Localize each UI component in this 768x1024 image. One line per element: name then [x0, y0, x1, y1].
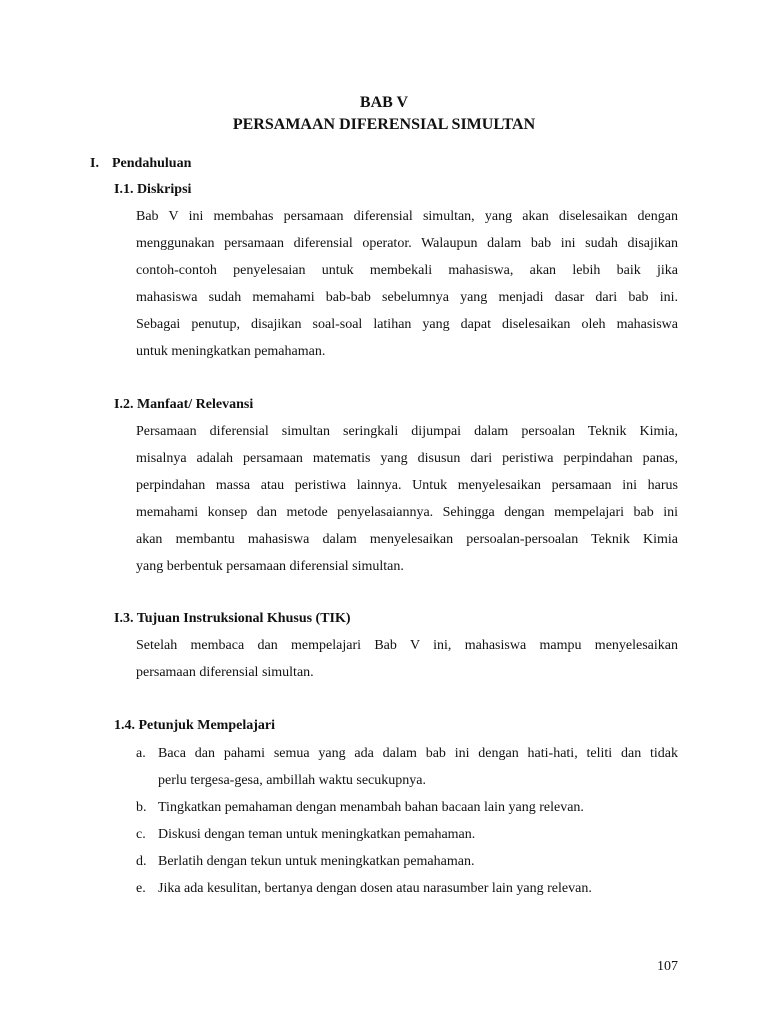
paragraph-tik [136, 632, 678, 686]
list-marker: c. [136, 827, 146, 842]
text-line: menggunakan persamaan diferensial operator. Walaupun dalam bab ini sudah disajikan [136, 236, 678, 251]
subsection-heading-diskripsi: I.1. Diskripsi [114, 182, 192, 197]
text-line: Bab V ini membahas persamaan diferensial simultan, yang akan diselesaikan dengan [136, 209, 678, 224]
text-line: akan membantu mahasiswa dalam menyelesaikan persoalan-persoalan Teknik Kimia [136, 532, 678, 547]
text-line: memahami konsep dan metode penyelasaiannya. Sehingga dengan mempelajari bab ini [136, 505, 678, 520]
text-line: persamaan diferensial simultan. [136, 665, 314, 680]
page-number: 107 [657, 959, 678, 974]
list-marker: b. [136, 800, 147, 815]
subsection-heading-tik: I.3. Tujuan Instruksional Khusus (TIK) [114, 611, 351, 626]
text-line: untuk meningkatkan pemahaman. [136, 344, 326, 359]
text-line: Setelah membaca dan mempelajari Bab V ini, mahasiswa mampu menyelesaikan [136, 638, 678, 653]
list-item [136, 794, 678, 821]
paragraph-diskripsi [136, 203, 678, 365]
list-item [136, 875, 678, 902]
text-line: contoh-contoh penyelesaian untuk membekali mahasiswa, akan lebih baik jika [136, 263, 678, 278]
text-line: perpindahan massa atau peristiwa lainnya. Untuk menyelesaikan persamaan ini harus [136, 478, 678, 493]
section-label: Pendahuluan [112, 156, 192, 171]
section-number: I. [90, 156, 99, 171]
list-item [136, 821, 678, 848]
text-line: Jika ada kesulitan, bertanya dengan dosen atau narasumber lain yang relevan. [158, 881, 592, 896]
text-line: misalnya adalah persamaan matematis yang disusun dari peristiwa perpindahan panas, [136, 451, 678, 466]
instruction-list [136, 740, 678, 902]
text-line: Baca dan pahami semua yang ada dalam bab ini dengan hati-hati, teliti dan tidak [158, 746, 678, 761]
text-line: Sebagai penutup, disajikan soal-soal latihan yang dapat diselesaikan oleh mahasiswa [136, 317, 678, 332]
section-heading-pendahuluan [90, 155, 191, 173]
paragraph-manfaat [136, 418, 678, 580]
text-line: Persamaan diferensial simultan seringkali dijumpai dalam persoalan Teknik Kimia, [136, 424, 678, 439]
text-line: perlu tergesa-gesa, ambillah waktu secukupnya. [158, 773, 426, 788]
text-line: Tingkatkan pemahaman dengan menambah bahan bacaan lain yang relevan. [158, 800, 584, 815]
text-line: yang berbentuk persamaan diferensial simultan. [136, 559, 404, 574]
chapter-number: BAB V [359, 94, 409, 111]
list-item [136, 740, 678, 794]
text-line: mahasiswa sudah memahami bab-bab sebelumnya yang menjadi dasar dari bab ini. [136, 290, 678, 305]
chapter-title: PERSAMAAN DIFERENSIAL SIMULTAN [232, 116, 536, 133]
list-item [136, 848, 678, 875]
list-marker: d. [136, 854, 147, 869]
text-line: Diskusi dengan teman untuk meningkatkan pemahaman. [158, 827, 476, 842]
subsection-heading-manfaat: I.2. Manfaat/ Relevansi [114, 397, 254, 412]
text-line: Berlatih dengan tekun untuk meningkatkan pemahaman. [158, 854, 475, 869]
list-marker: e. [136, 881, 146, 896]
list-marker: a. [136, 746, 146, 761]
subsection-heading-petunjuk: 1.4. Petunjuk Mempelajari [114, 718, 275, 733]
